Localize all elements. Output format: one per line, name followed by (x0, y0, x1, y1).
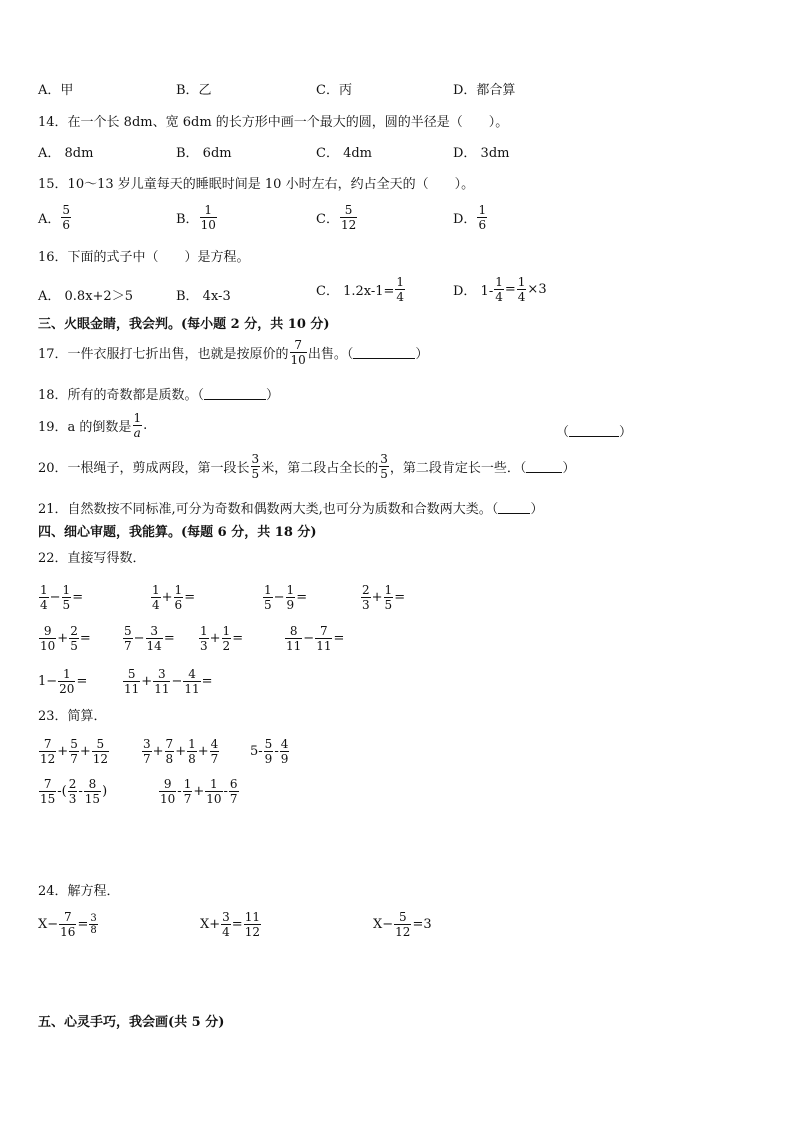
section-4-heading: 四、细心审题，我能算。(每题 6 分，共 18 分) (38, 525, 317, 540)
fraction: $\frac{4}{9}$ (280, 737, 289, 766)
q23-expr-1: $\frac{7}{12}$ + $\frac{5}{7}$ + $\frac{5}{12}$ (40, 737, 109, 766)
q16-option-a: A． 0.8x+2＞5 (38, 288, 133, 304)
operator: − (303, 631, 315, 646)
option-letter: A． (38, 212, 61, 227)
q14-option-a: A． 8dm (38, 146, 94, 161)
equals: = (72, 590, 84, 605)
answer-blank[interactable] (353, 346, 415, 359)
operator: + (209, 631, 221, 646)
fraction: $\frac{3}{7}$ (143, 737, 151, 766)
fraction: $\frac{1}{5}$ (62, 583, 71, 612)
fraction: $\frac{1}{8}$ (188, 737, 196, 766)
fraction: $\frac{3}{5}$ (251, 452, 260, 481)
fraction: $\frac{5}{7}$ (70, 737, 78, 766)
q22-item-4 (360, 583, 405, 612)
q22-item-2 (150, 583, 195, 612)
fraction: $\frac{7}{11}$ (316, 624, 332, 653)
q21: 21．自然数按不同标准,可分为奇数和偶数两大类,也可分为质数和合数两大类。（ ） (38, 501, 544, 517)
q23-expr-5: $\frac{9}{10}$ - $\frac{1}{7}$ + $\frac{1}{10}$ - $\frac{6}{7}$ (160, 777, 238, 806)
q15-stem: 15．10～13 岁儿童每天的睡眠时间是 10 小时左右，约占全天的（ ）。 (38, 177, 475, 192)
q13-option-c: C．丙 (316, 83, 352, 98)
fraction: $\frac{1}{2}$ (222, 624, 231, 653)
operator: − (49, 590, 61, 605)
fraction: $\frac{5}{9}$ (264, 737, 273, 766)
answer-blank[interactable] (526, 460, 562, 473)
fraction: $\frac{1}{4}$ (495, 275, 503, 304)
fraction: $\frac{1}{4}$ (396, 275, 405, 304)
option-letter: D． (453, 212, 477, 227)
q16-stem: 16．下面的式子中（ ）是方程。 (38, 250, 250, 265)
q20: 20．一根绳子，剪成两段，第一段长 $\frac{3}{5}$ 米，第二段占全长的 $\frac{3}{5}$ ，第二段肯定长一些．（ ） (38, 452, 576, 481)
q18: 18．所有的奇数都是质数。（ ） (38, 387, 280, 403)
q14-stem: 14．在一个长 8dm、宽 6dm 的长方形中画一个最大的圆，圆的半径是（ ）。 (38, 115, 509, 130)
q15-option-c (316, 203, 358, 232)
q15-option-d (453, 203, 488, 232)
equals: = (184, 590, 196, 605)
q16-option-d: D． 1- $\frac{1}{4}$ = $\frac{1}{4}$ ×3 (453, 275, 547, 304)
fraction: $\frac{1}{a}$ (133, 411, 142, 440)
fraction: $\frac{2}{5}$ (70, 624, 78, 653)
operator: + (371, 590, 383, 605)
q23-title: 23．简算． (38, 709, 107, 724)
answer-blank[interactable] (498, 501, 530, 514)
q22-title: 22．直接写得数． (38, 551, 146, 566)
q22-item-7 (198, 624, 243, 653)
q24-title: 24．解方程． (38, 884, 120, 899)
option-letter: C． (316, 212, 339, 227)
q13-option-d: D．都合算 (453, 83, 516, 98)
q22-item-5 (38, 624, 91, 653)
answer-blank[interactable] (204, 387, 266, 400)
q23-expr-4: $\frac{7}{15}$ -( $\frac{2}{3}$ - $\frac{8}{15}$ ) (40, 777, 108, 806)
fraction: $\frac{1}{3}$ (200, 624, 208, 653)
equals: = (394, 590, 406, 605)
equals: = (333, 631, 345, 646)
equals: = (232, 631, 244, 646)
q14-option-c: C． 4dm (316, 146, 372, 161)
q22-item-6 (122, 624, 175, 653)
fraction: $\frac{8}{15}$ (84, 777, 101, 806)
fraction: $\frac{1}{5}$ (384, 583, 393, 612)
fraction: $\frac{9}{10}$ (40, 624, 56, 653)
equals: = (296, 590, 308, 605)
fraction: $\frac{5}{11}$ (124, 667, 140, 696)
q23-expr-3: 5- $\frac{5}{9}$ - $\frac{4}{9}$ (250, 737, 289, 766)
fraction: $\frac{9}{10}$ (160, 777, 176, 806)
operator: − (273, 590, 285, 605)
q19-answer: （ ） (556, 424, 633, 440)
fraction: $\frac{1}{4}$ (517, 275, 526, 304)
fraction: $\frac{1}{9}$ (286, 583, 295, 612)
q22-item-9: 1− $\frac{1}{20}$ = (38, 667, 88, 696)
fraction: $\frac{1}{5}$ (264, 583, 272, 612)
section-5-heading: 五、心灵手巧，我会画(共 5 分) (38, 1015, 225, 1030)
q16-option-c: C． 1.2x-1= $\frac{1}{4}$ (316, 275, 405, 304)
fraction: $\frac{3}{8}$ (90, 913, 97, 936)
equals: = (79, 631, 91, 646)
fraction: $\frac{5}{12}$ (395, 910, 411, 939)
fraction: $\frac{7}{16}$ (60, 910, 76, 939)
operator: + (161, 590, 173, 605)
fraction: $\frac{8}{11}$ (286, 624, 302, 653)
q22-item-3 (262, 583, 307, 612)
fraction: $\frac{7}{15}$ (40, 777, 56, 806)
fraction: $\frac{3}{14}$ (146, 624, 162, 653)
operator: − (133, 631, 145, 646)
q15-option-a (38, 203, 72, 232)
q15-option-b (176, 203, 218, 232)
answer-blank[interactable] (569, 424, 619, 437)
fraction: $\frac{1}{10}$ (200, 203, 216, 232)
option-letter: B． (176, 212, 199, 227)
q24-equation-2: X+ $\frac{3}{4}$ = $\frac{11}{12}$ (200, 910, 260, 939)
fraction: $\frac{4}{11}$ (184, 667, 200, 696)
fraction: $\frac{3}{11}$ (154, 667, 170, 696)
q16-option-b: B． 4x-3 (176, 288, 231, 304)
q24-equation-3: X− $\frac{5}{12}$ = 3 (373, 910, 432, 939)
fraction: $\frac{7}{8}$ (165, 737, 174, 766)
fraction: $\frac{1}{6}$ (174, 583, 183, 612)
q13-option-b: B．乙 (176, 83, 212, 98)
q19: 19．a 的倒数是 $\frac{1}{a}$ . (38, 411, 148, 440)
q14-option-b: B． 6dm (176, 146, 232, 161)
fraction: $\frac{7}{10}$ (290, 338, 306, 367)
q13-option-a: A．甲 (38, 83, 74, 98)
fraction: $\frac{7}{12}$ (40, 737, 56, 766)
operator: + (57, 631, 69, 646)
fraction: $\frac{5}{7}$ (124, 624, 132, 653)
fraction: $\frac{4}{7}$ (210, 737, 219, 766)
fraction: $\frac{11}{12}$ (244, 910, 260, 939)
fraction: $\frac{1}{6}$ (478, 203, 487, 232)
q22-item-1 (38, 583, 83, 612)
equals: = (163, 631, 175, 646)
fraction: $\frac{1}{20}$ (59, 667, 75, 696)
fraction: $\frac{5}{6}$ (62, 203, 71, 232)
q14-option-d: D． 3dm (453, 146, 510, 161)
fraction: $\frac{3}{5}$ (380, 452, 388, 481)
fraction: $\frac{2}{3}$ (362, 583, 370, 612)
fraction: $\frac{5}{12}$ (92, 737, 109, 766)
fraction: $\frac{3}{4}$ (222, 910, 230, 939)
fraction: $\frac{1}{7}$ (183, 777, 192, 806)
fraction: $\frac{1}{10}$ (206, 777, 222, 806)
q22-item-10: $\frac{5}{11}$ + $\frac{3}{11}$ − $\frac{4}{11}$ = (124, 667, 213, 696)
q22-item-8 (284, 624, 344, 653)
fraction: $\frac{1}{4}$ (40, 583, 48, 612)
fraction: $\frac{2}{3}$ (68, 777, 77, 806)
q24-equation-1: X− $\frac{7}{16}$ = $\frac{3}{8}$ (38, 910, 97, 939)
q17: 17．一件衣服打七折出售，也就是按原价的 $\frac{7}{10}$ 出售。（ ） (38, 338, 429, 367)
fraction: $\frac{1}{4}$ (152, 583, 160, 612)
fraction: $\frac{5}{12}$ (340, 203, 357, 232)
q23-expr-2: $\frac{3}{7}$ + $\frac{7}{8}$ + $\frac{1}{8}$ + $\frac{4}{7}$ (143, 737, 219, 766)
section-3-heading: 三、火眼金睛，我会判。(每小题 2 分，共 10 分) (38, 317, 330, 332)
fraction: $\frac{6}{7}$ (229, 777, 238, 806)
